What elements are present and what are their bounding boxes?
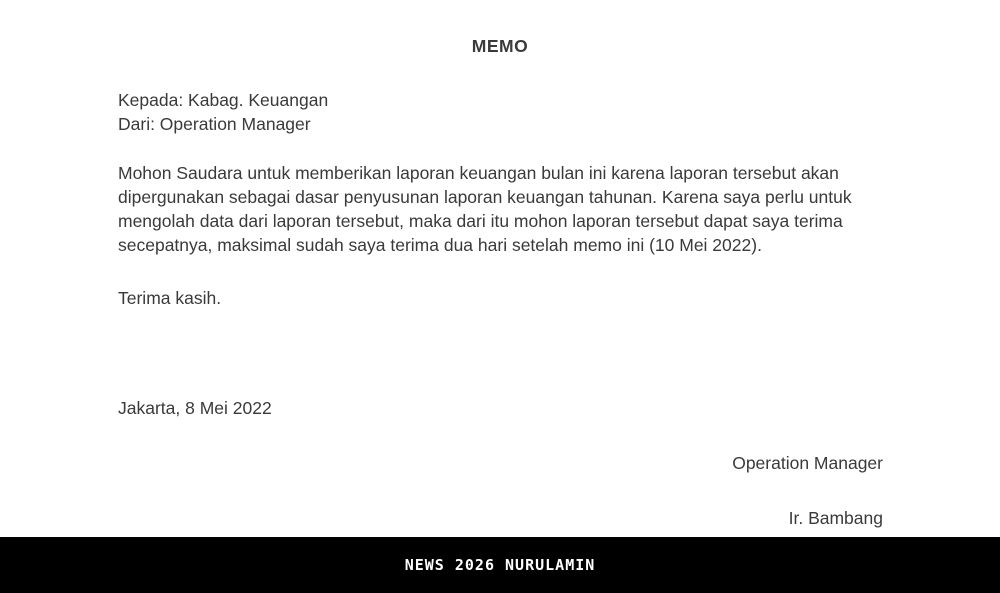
- footer-watermark-text: NEWS 2026 NURULAMIN: [404, 556, 596, 574]
- memo-from-line: Dari: Operation Manager: [118, 114, 311, 134]
- memo-closing: Terima kasih.: [118, 288, 222, 308]
- signature-name: Ir. Bambang: [788, 508, 883, 528]
- memo-to-line: Kepada: Kabag. Keuangan: [118, 90, 329, 110]
- memo-title: MEMO: [471, 36, 529, 56]
- memo-body-line: Mohon Saudara untuk memberikan laporan keuangan bulan ini karena laporan tersebut akan: [118, 163, 839, 183]
- memo-address-block: [118, 88, 883, 136]
- memo-body-line: mengolah data dari laporan tersebut, maka dari itu mohon laporan tersebut dapat saya terima: [118, 211, 843, 231]
- memo-body: [118, 161, 888, 257]
- signature-role: Operation Manager: [732, 453, 883, 473]
- memo-dateline: Jakarta, 8 Mei 2022: [118, 398, 272, 418]
- memo-body-line: dipergunakan sebagai dasar penyusunan laporan keuangan tahunan. Karena saya perlu untuk: [118, 187, 852, 207]
- footer-bar: [0, 537, 1000, 593]
- memo-body-line: secepatnya, maksimal sudah saya terima dua hari setelah memo ini (10 Mei 2022).: [118, 235, 762, 255]
